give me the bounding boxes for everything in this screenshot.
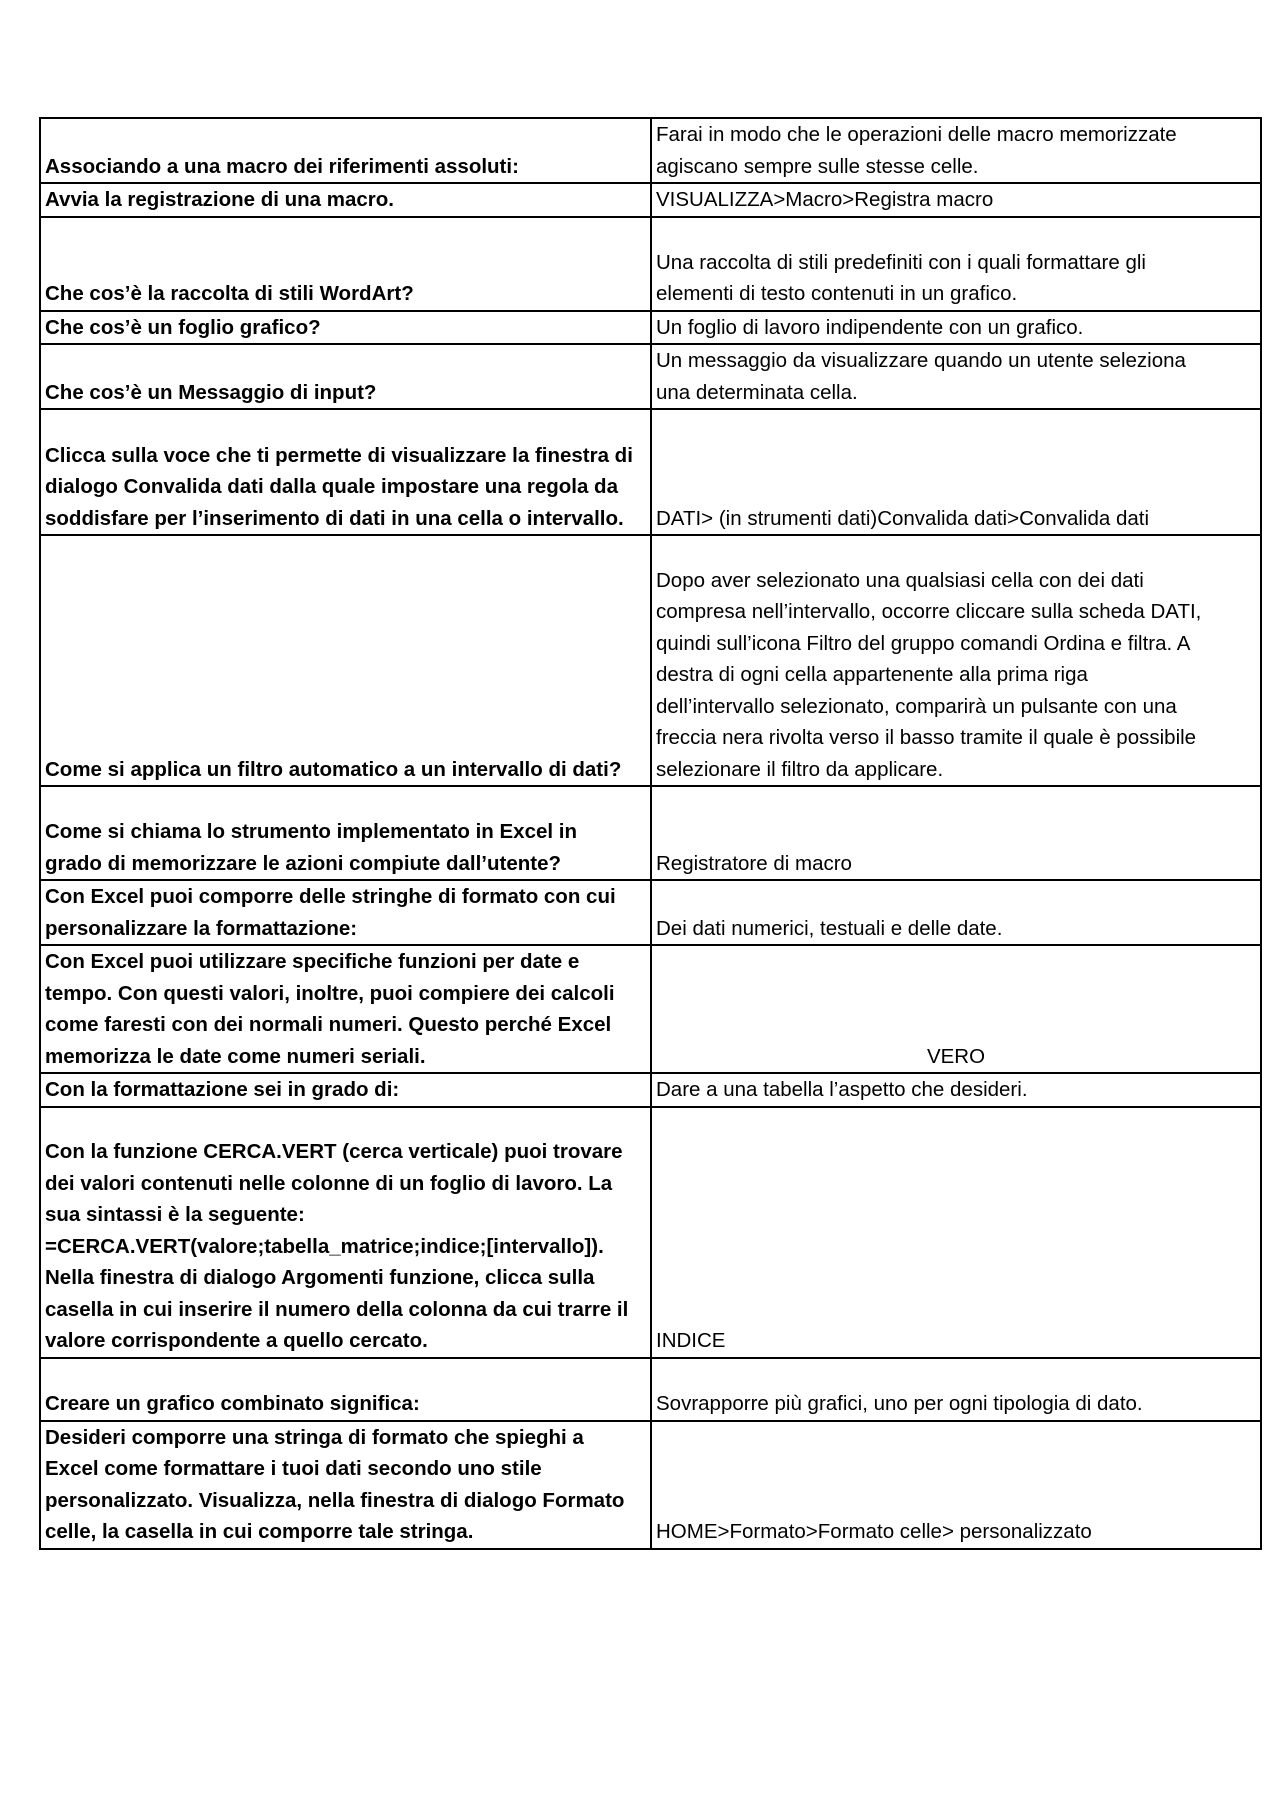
table-row	[40, 786, 1261, 880]
table-row	[40, 1073, 1261, 1107]
table-row	[40, 118, 1261, 183]
answer-cell: Farai in modo che le operazioni delle macro memorizzate agiscano sempre sulle stesse celle.	[651, 118, 1261, 183]
question-cell: Come si applica un filtro automatico a un intervallo di dati?	[40, 535, 651, 786]
table-row	[40, 1107, 1261, 1358]
table-row	[40, 344, 1261, 409]
table-row	[40, 217, 1261, 311]
question-cell: Clicca sulla voce che ti permette di visualizzare la finestra di dialogo Convalida dati dalla quale impostare una regola da soddisfare per l’inserimento di dati in una cella o intervallo.	[40, 409, 651, 535]
question-cell: Associando a una macro dei riferimenti assoluti:	[40, 118, 651, 183]
question-cell: Desideri comporre una stringa di formato che spieghi a Excel come formattare i tuoi dati secondo uno stile personalizzato. Visualizza, nella finestra di dialogo Formato celle, la casella in cui comporre tale stringa.	[40, 1421, 651, 1549]
table-row	[40, 409, 1261, 535]
answer-cell: Una raccolta di stili predefiniti con i quali formattare gli elementi di testo contenuti in un grafico.	[651, 217, 1261, 311]
answer-cell: INDICE	[651, 1107, 1261, 1358]
answer-cell: Dare a una tabella l’aspetto che desideri.	[651, 1073, 1261, 1107]
table-row	[40, 183, 1261, 217]
table-row	[40, 535, 1261, 786]
answer-cell: Un foglio di lavoro indipendente con un grafico.	[651, 311, 1261, 345]
answer-cell: Sovrapporre più grafici, uno per ogni tipologia di dato.	[651, 1358, 1261, 1421]
question-cell: Con Excel puoi utilizzare specifiche funzioni per date e tempo. Con questi valori, inoltre, puoi compiere dei calcoli come faresti con dei normali numeri. Questo perché Excel memorizza le date come numeri seriali.	[40, 945, 651, 1073]
question-cell: Con la funzione CERCA.VERT (cerca verticale) puoi trovare dei valori contenuti nelle colonne di un foglio di lavoro. La sua sintassi è la seguente: =CERCA.VERT(valore;tabella_matrice;indice;[intervallo]). Nella finestra di dialogo Argomenti funzione, clicca sulla casella in cui inserire il numero della colonna da cui trarre il valore corrispondente a quello cercato.	[40, 1107, 651, 1358]
answer-cell: VERO	[651, 945, 1261, 1073]
table-row	[40, 880, 1261, 945]
table-row	[40, 1358, 1261, 1421]
question-cell: Con Excel puoi comporre delle stringhe di formato con cui personalizzare la formattazione:	[40, 880, 651, 945]
spreadsheet-page	[39, 117, 1240, 1550]
table-row	[40, 311, 1261, 345]
question-cell: Che cos’è un Messaggio di input?	[40, 344, 651, 409]
answer-cell: Un messaggio da visualizzare quando un utente seleziona una determinata cella.	[651, 344, 1261, 409]
question-cell: Che cos’è un foglio grafico?	[40, 311, 651, 345]
answer-cell: Dei dati numerici, testuali e delle date.	[651, 880, 1261, 945]
answer-cell: Registratore di macro	[651, 786, 1261, 880]
question-cell: Con la formattazione sei in grado di:	[40, 1073, 651, 1107]
qa-table	[39, 117, 1262, 1550]
table-row	[40, 945, 1261, 1073]
question-cell: Avvia la registrazione di una macro.	[40, 183, 651, 217]
question-cell: Che cos’è la raccolta di stili WordArt?	[40, 217, 651, 311]
answer-cell: Dopo aver selezionato una qualsiasi cella con dei dati compresa nell’intervallo, occorre cliccare sulla scheda DATI, quindi sull’icona Filtro del gruppo comandi Ordina e filtra. A destra di ogni cella appartenente alla prima riga dell’intervallo selezionato, comparirà un pulsante con una freccia nera rivolta verso il basso tramite il quale è possibile selezionare il filtro da applicare.	[651, 535, 1261, 786]
question-cell: Come si chiama lo strumento implementato in Excel in grado di memorizzare le azioni compiute dall’utente?	[40, 786, 651, 880]
question-cell: Creare un grafico combinato significa:	[40, 1358, 651, 1421]
table-row	[40, 1421, 1261, 1549]
answer-cell: VISUALIZZA>Macro>Registra macro	[651, 183, 1261, 217]
answer-cell: DATI> (in strumenti dati)Convalida dati>Convalida dati	[651, 409, 1261, 535]
answer-cell: HOME>Formato>Formato celle> personalizzato	[651, 1421, 1261, 1549]
